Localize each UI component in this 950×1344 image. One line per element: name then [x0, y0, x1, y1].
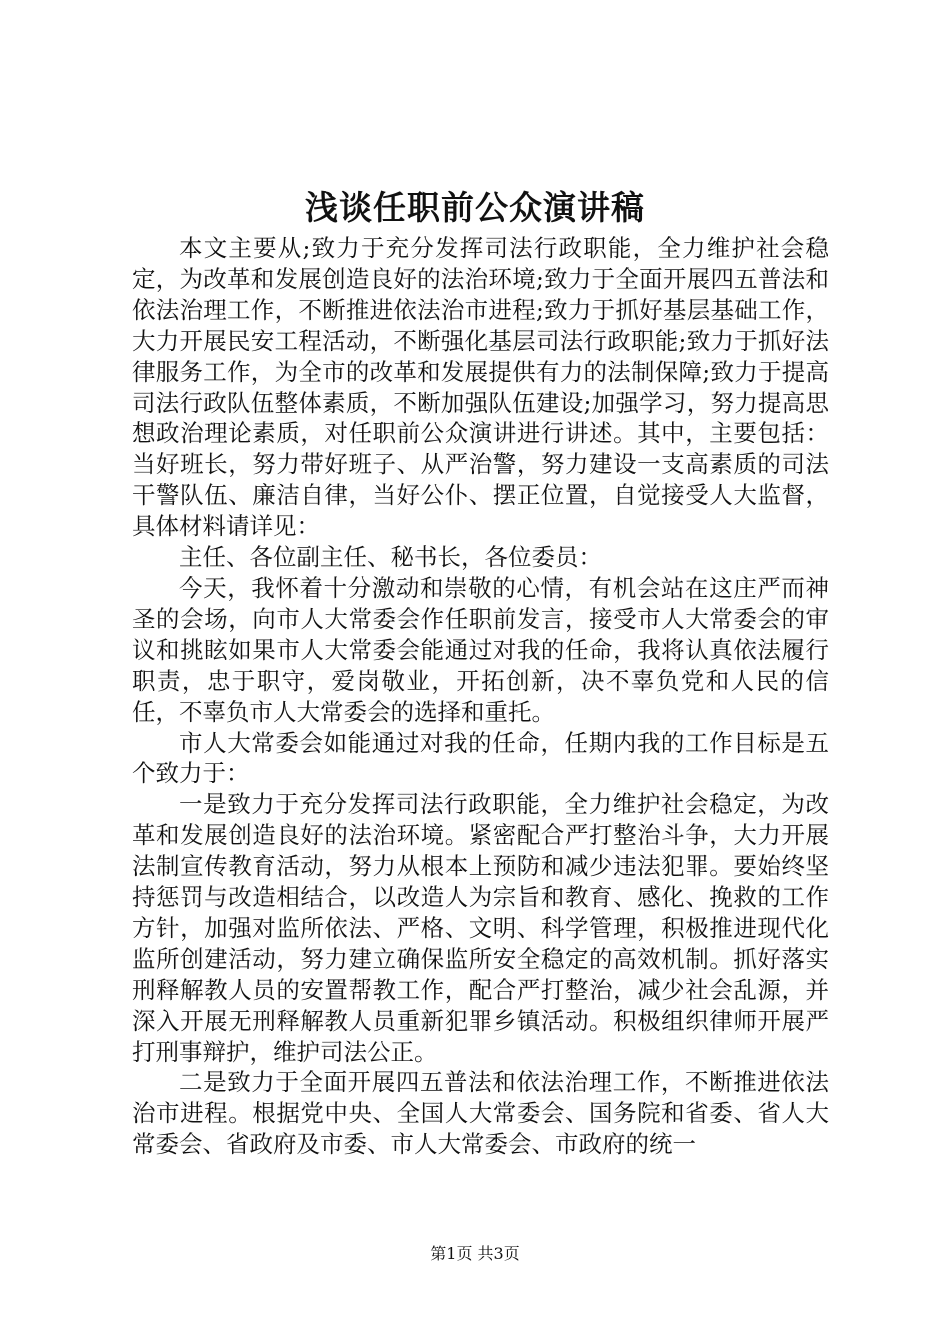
paragraph-summary: 本文主要从;致力于充分发挥司法行政职能，全力维护社会稳定，为改革和发展创造良好的法治环境;致力于全面开展四五普法和依法治理工作，不断推进依法治市进程;致力于抓好基层基础工作，大力开展民安工程活动，不断强化基层司法行政职能;致力于抓好法律服务工作，为全市的改革和发展提供有力的法制保障;致力于提高司法行政队伍整体素质，不断加强队伍建设;加强学习，努力提高思想政治理论素质，对任职前公众演讲进行讲述。其中，主要包括：当好班长，努力带好班子、从严治警，努力建设一支高素质的司法干警队伍、廉洁自律，当好公仆、摆正位置，自觉接受人大监督，具体材料请详见： — [132, 234, 829, 541]
paragraph-goals-intro: 市人大常委会如能通过对我的任命，任期内我的工作目标是五个致力于： — [132, 728, 829, 788]
paragraph-goal-one: 一是致力于充分发挥司法行政职能，全力维护社会稳定，为改革和发展创造良好的法治环境。紧密配合严打整治斗争，大力开展法制宣传教育活动，努力从根本上预防和减少违法犯罪。要始终坚持惩罚与改造相结合，以改造人为宗旨和教育、感化、挽救的工作方针，加强对监所依法、严格、文明、科学管理，积极推进现代化监所创建活动，努力建立确保监所安全稳定的高效机制。抓好落实刑释解教人员的安置帮教工作，配合严打整治，减少社会乱源，并深入开展无刑释解教人员重新犯罪乡镇活动。积极组织律师开展严打刑事辩护，维护司法公正。 — [132, 790, 829, 1066]
paragraph-salutation: 主任、各位副主任、秘书长，各位委员： — [179, 543, 602, 572]
paragraph-opening: 今天，我怀着十分激动和崇敬的心情，有机会站在这庄严而神圣的会场，向市人大常委会作任职前发言，接受市人大常委会的审议和挑眩如果市人大常委会能通过对我的任命，我将认真依法履行职责，忠于职守，爱岗敬业，开拓创新，决不辜负党和人民的信任，不辜负市人大常委会的选择和重托。 — [132, 573, 829, 726]
page-number-footer: 第1页 共3页 — [430, 1244, 520, 1263]
document-title: 浅谈任职前公众演讲稿 — [305, 188, 645, 227]
document-body — [132, 233, 829, 1160]
paragraph-goal-two: 二是致力于全面开展四五普法和依法治理工作，不断推进依法治市进程。根据党中央、全国人大常委会、国务院和省委、省人大常委会、省政府及市委、市人大常委会、市政府的统一 — [132, 1068, 829, 1159]
